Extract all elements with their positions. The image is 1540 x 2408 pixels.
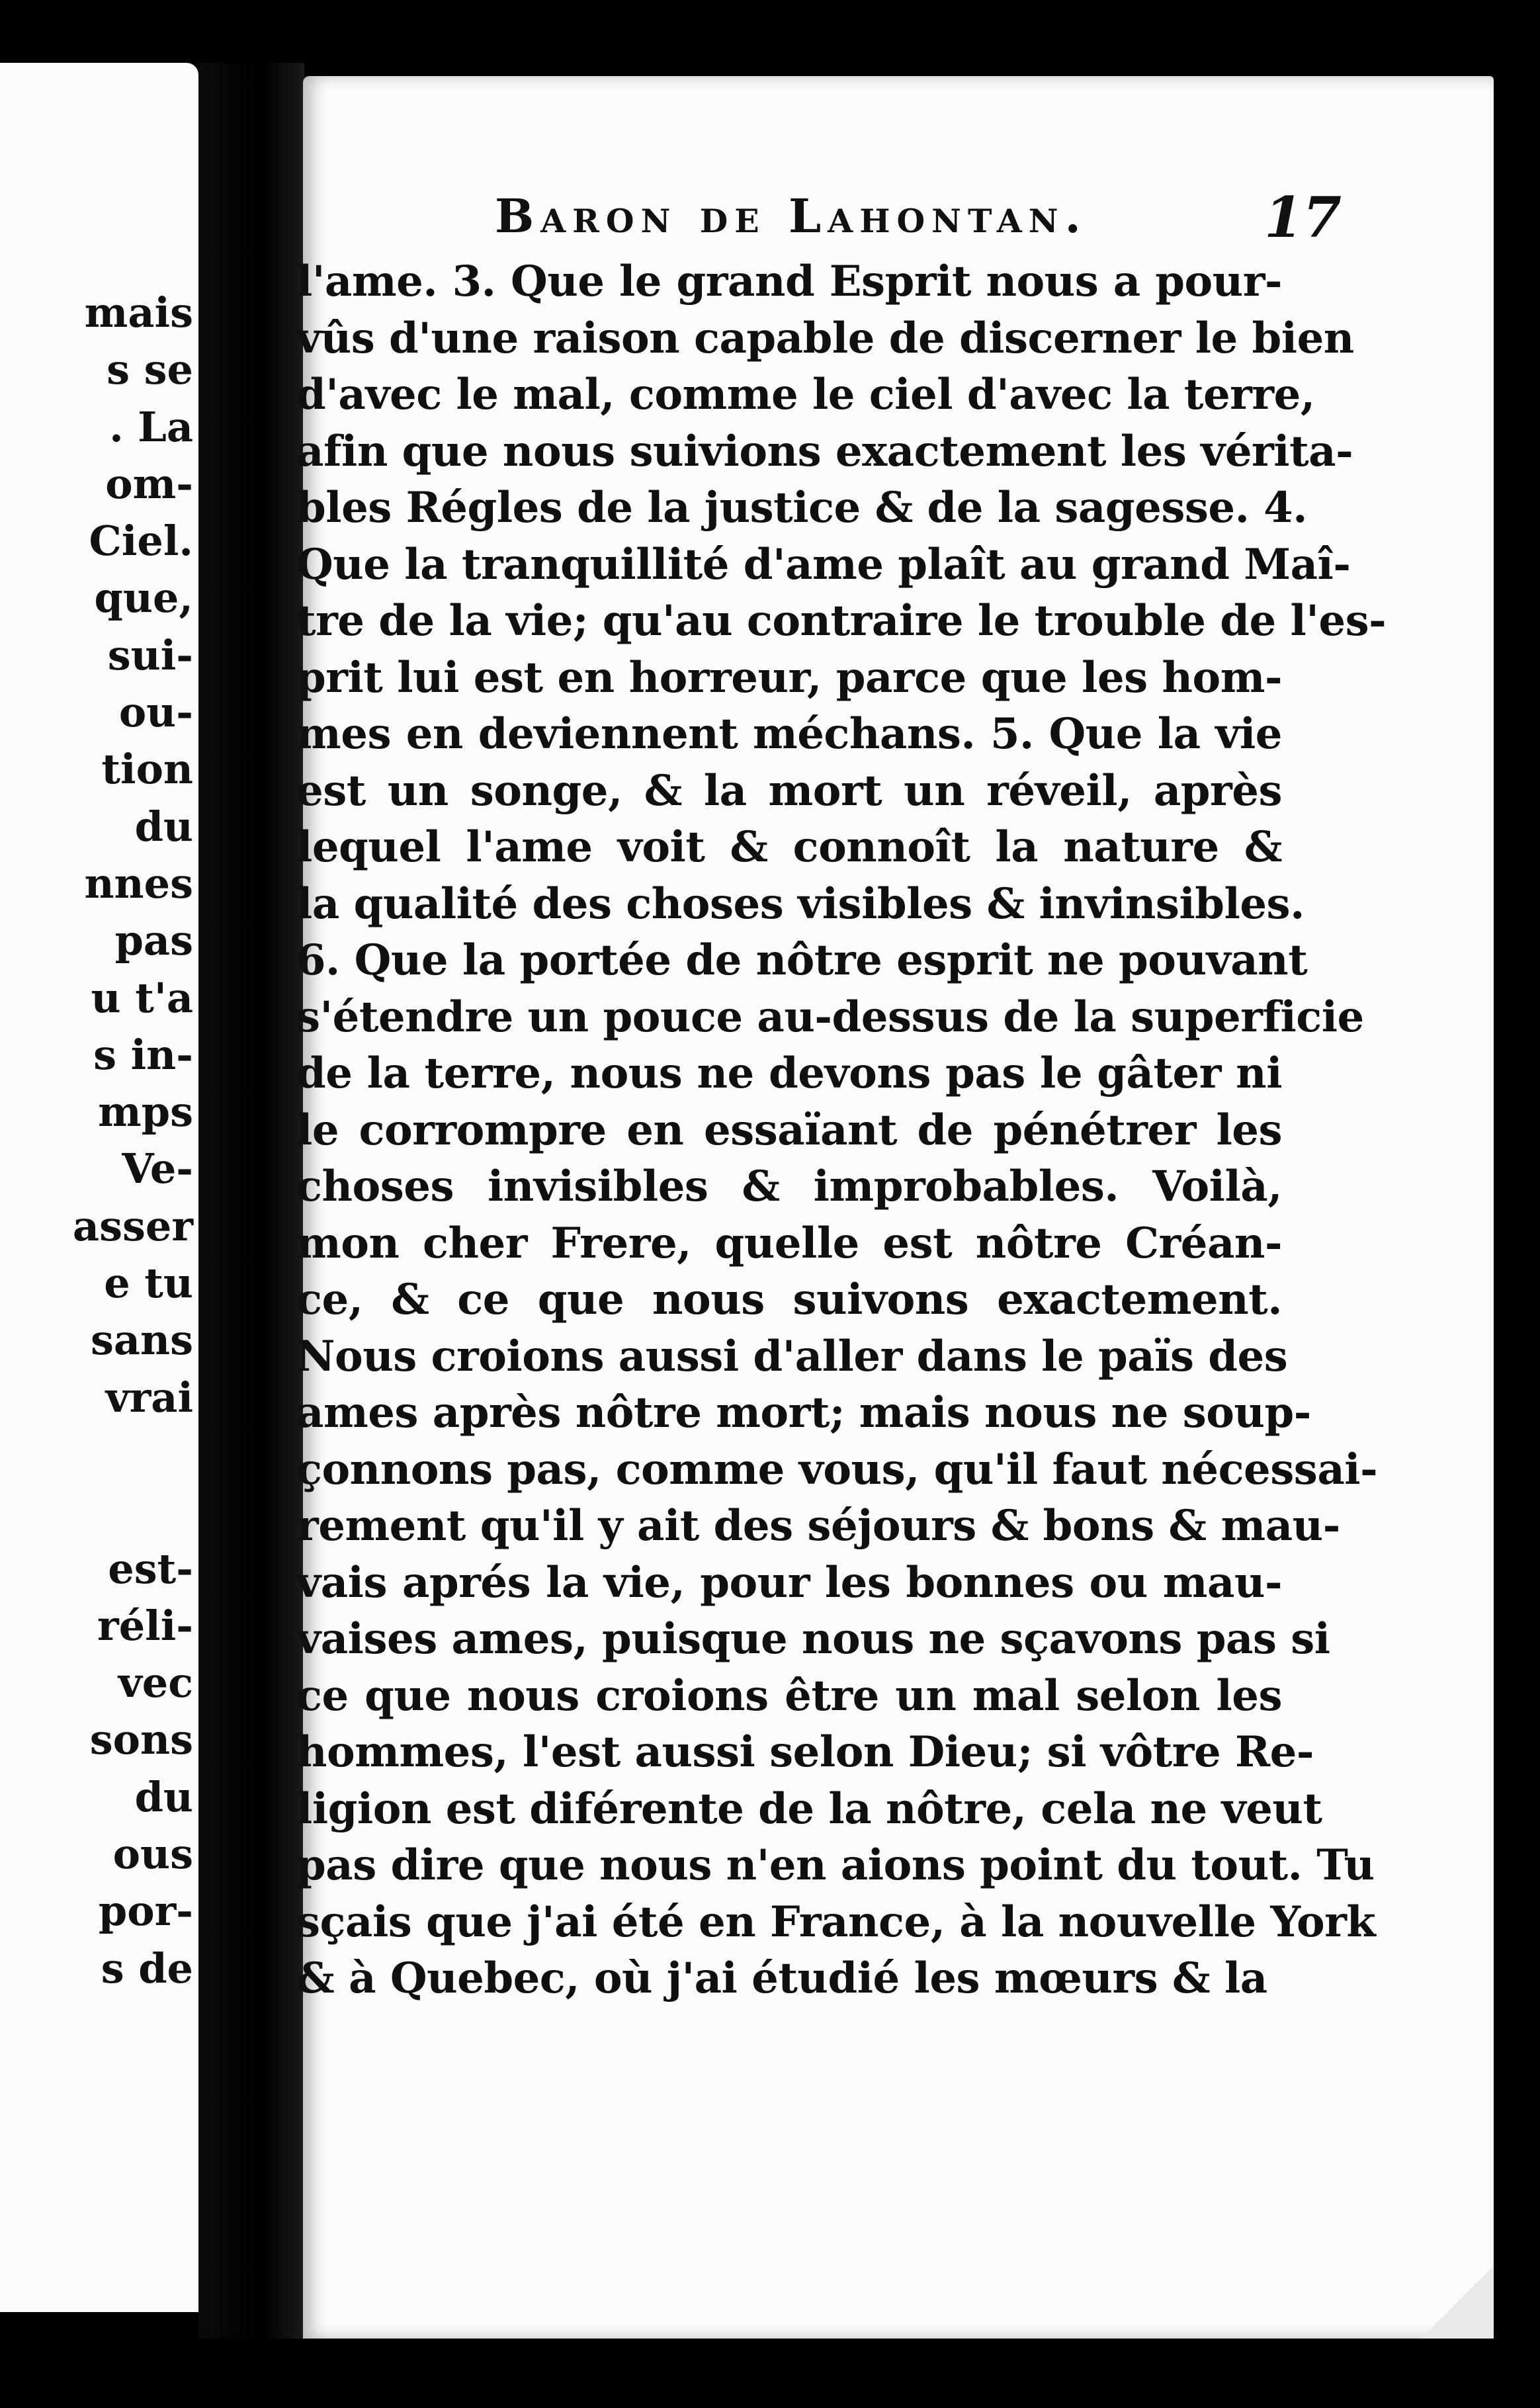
text-line: & à Quebec, où j'ai étudié les mœurs & la bbox=[296, 1954, 1267, 2003]
left-line: Ciel. bbox=[89, 517, 193, 566]
text-line: choses invisibles & improbables. Voilà, bbox=[296, 1162, 1282, 1211]
left-line: du bbox=[134, 1772, 193, 1821]
text-line: mon cher Frere, quelle est nôtre Créan- bbox=[296, 1218, 1282, 1268]
text-line: vais aprés la vie, pour les bonnes ou mau- bbox=[296, 1557, 1282, 1608]
text-line: bles Régles de la justice & de la sagesse. 4. bbox=[296, 483, 1307, 533]
left-line: ou- bbox=[118, 688, 193, 737]
text-line: lequel l'ame voit & connoît la nature & bbox=[296, 822, 1282, 872]
text-line: s'étendre un pouce au-dessus de la superficie bbox=[296, 992, 1364, 1042]
text-line: le corrompre en essaïant de pénétrer les bbox=[296, 1105, 1282, 1155]
text-line: rement qu'il y ait des séjours & bons & mau- bbox=[296, 1501, 1340, 1551]
left-line: s de bbox=[101, 1944, 193, 1993]
text-line: ce que nous croions être un mal selon les bbox=[296, 1670, 1282, 1721]
left-line: s se bbox=[107, 345, 193, 394]
left-line: asser bbox=[72, 1201, 193, 1250]
folded-page-corner bbox=[1421, 2266, 1494, 2339]
text-line: prit lui est en horreur, parce que les hom- bbox=[296, 652, 1282, 703]
text-line: l'ame. 3. Que le grand Esprit nous a pour- bbox=[296, 257, 1282, 306]
text-line: de la terre, nous ne devons pas le gâter ni bbox=[296, 1049, 1282, 1098]
left-line: du bbox=[134, 802, 193, 851]
left-line: Ve- bbox=[122, 1144, 193, 1193]
left-line: tion bbox=[101, 745, 193, 794]
left-line: sans bbox=[90, 1316, 193, 1365]
left-line: sui- bbox=[107, 630, 193, 679]
text-line: mes en deviennent méchans. 5. Que la vie bbox=[296, 709, 1282, 759]
left-line: pas bbox=[114, 916, 193, 965]
text-line: 6. Que la portée de nôtre esprit ne pouvant bbox=[296, 935, 1308, 985]
text-line: ligion est diférente de la nôtre, cela ne veut bbox=[296, 1784, 1322, 1834]
left-line: ous bbox=[112, 1830, 193, 1879]
left-line: vrai bbox=[105, 1373, 193, 1422]
text-line: ames après nôtre mort; mais nous ne soup- bbox=[296, 1388, 1311, 1438]
text-line: tre de la vie; qu'au contraire le trouble de l'es- bbox=[296, 596, 1387, 646]
left-line: por- bbox=[98, 1887, 193, 1936]
running-head-title: Baron de Lahontan. bbox=[495, 189, 1088, 243]
left-line: mais bbox=[84, 288, 193, 337]
left-line: u t'a bbox=[91, 973, 193, 1022]
left-line: est- bbox=[108, 1544, 193, 1593]
text-line: Que la tranquillité d'ame plaît au grand Maî- bbox=[296, 539, 1351, 589]
left-line: om- bbox=[105, 459, 193, 508]
text-line: sçais que j'ai été en France, à la nouvelle York bbox=[296, 1897, 1376, 1947]
left-line: s in- bbox=[93, 1030, 193, 1079]
left-line: réli- bbox=[97, 1601, 193, 1650]
text-line: afin que nous suivions exactement les vérita- bbox=[296, 426, 1353, 476]
text-line: vûs d'une raison capable de discerner le bien bbox=[296, 313, 1354, 363]
left-line: que, bbox=[94, 574, 193, 623]
left-line: . La bbox=[109, 402, 193, 451]
page-number: 17 bbox=[1264, 185, 1342, 250]
text-line: pas dire que nous n'en aions point du tout. Tu bbox=[296, 1840, 1375, 1890]
left-line: vec bbox=[118, 1658, 193, 1707]
text-line: la qualité des choses visibles & invinsibles. bbox=[296, 879, 1305, 929]
text-line: ce, & ce que nous suivons exactement. bbox=[296, 1275, 1282, 1324]
left-line: e tu bbox=[104, 1259, 193, 1308]
body-text-block bbox=[290, 253, 1387, 2007]
text-line: çonnons pas, comme vous, qu'il faut nécessai- bbox=[296, 1444, 1378, 1494]
book-gutter bbox=[198, 63, 304, 2339]
left-page-text bbox=[0, 284, 198, 1997]
text-line: est un songe, & la mort un réveil, après bbox=[296, 765, 1282, 816]
left-line: nnes bbox=[84, 859, 193, 908]
text-line: Nous croions aussi d'aller dans le païs des bbox=[296, 1331, 1288, 1381]
text-line: hommes, l'est aussi selon Dieu; si vôtre Re- bbox=[296, 1727, 1314, 1777]
text-line: d'avec le mal, comme le ciel d'avec la terre, bbox=[296, 370, 1315, 419]
left-line: sons bbox=[89, 1715, 193, 1764]
running-head bbox=[495, 185, 1342, 261]
left-line: mps bbox=[98, 1088, 193, 1137]
right-page bbox=[296, 76, 1494, 2339]
text-line: vaises ames, puisque nous ne sçavons pas si bbox=[296, 1614, 1330, 1664]
left-facing-page bbox=[0, 63, 198, 2312]
